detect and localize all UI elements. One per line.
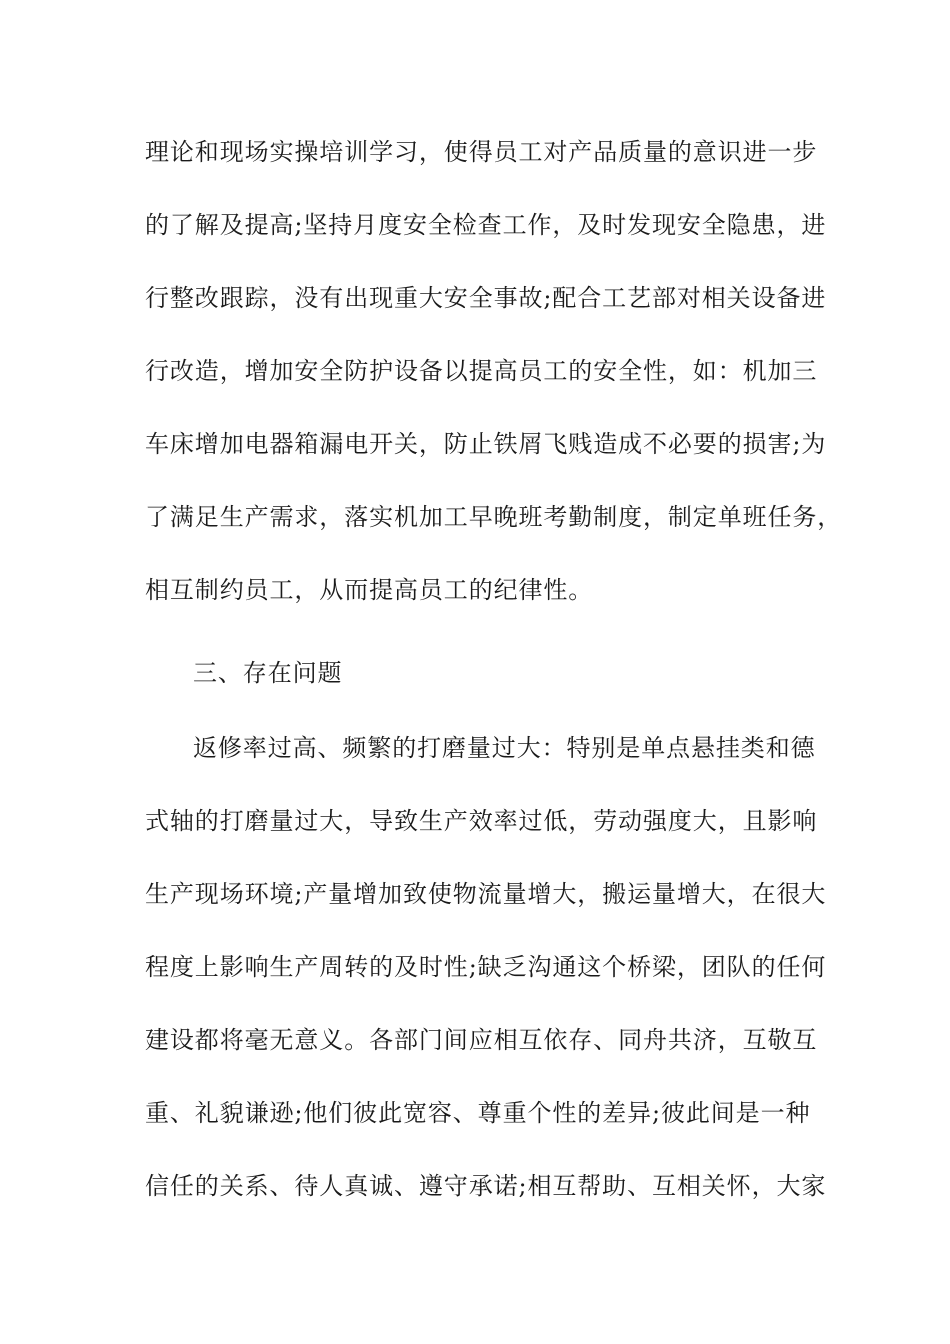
paragraph-line: 相互制约员工，从而提高员工的纪律性。 — [145, 576, 594, 604]
section-heading: 三、存在问题 — [193, 659, 343, 687]
paragraph-line: 的了解及提高;坚持月度安全检查工作，及时发现安全隐患，进 — [145, 211, 827, 239]
paragraph-line: 行整改跟踪，没有出现重大安全事故;配合工艺部对相关设备进 — [145, 284, 827, 312]
paragraph-line: 生产现场环境;产量增加致使物流量增大，搬运量增大，在很大 — [145, 880, 827, 908]
paragraph-line: 信任的关系、待人真诚、遵守承诺;相互帮助、互相关怀，大家 — [145, 1172, 827, 1200]
paragraph-line: 重、礼貌谦逊;他们彼此宽容、尊重个性的差异;彼此间是一种 — [145, 1099, 811, 1127]
paragraph-line: 建设都将毫无意义。各部门间应相互依存、同舟共济，互敬互 — [145, 1026, 818, 1054]
paragraph-line: 式轴的打磨量过大，导致生产效率过低，劳动强度大，且影响 — [145, 807, 818, 835]
paragraph-line: 车床增加电器箱漏电开关，防止铁屑飞贱造成不必要的损害;为 — [145, 430, 827, 458]
paragraph-line: 返修率过高、频繁的打磨量过大：特别是单点悬挂类和德 — [193, 734, 816, 762]
paragraph-line: 程度上影响生产周转的及时性;缺乏沟通这个桥梁，团队的任何 — [145, 953, 827, 981]
paragraph-line: 行改造，增加安全防护设备以提高员工的安全性，如：机加三 — [145, 357, 818, 385]
paragraph-line: 了满足生产需求，落实机加工早晚班考勤制度，制定单班任务， — [145, 503, 843, 531]
paragraph-line: 理论和现场实操培训学习，使得员工对产品质量的意识进一步 — [145, 138, 818, 166]
